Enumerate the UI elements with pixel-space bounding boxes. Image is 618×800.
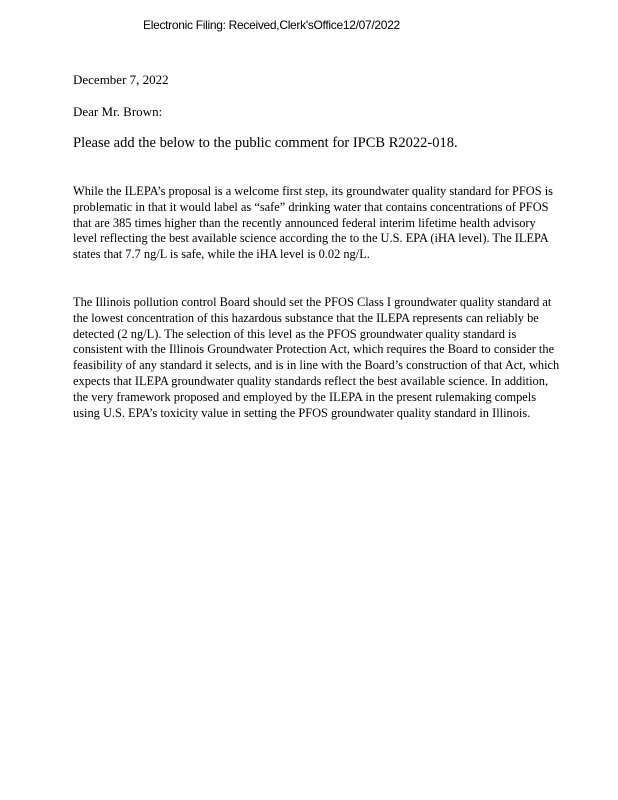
filing-stamp: Electronic Filing: Received,Clerk'sOffice12/07/2022 xyxy=(143,18,400,32)
paragraph-1: While the ILEPA’s proposal is a welcome first step, its groundwater quality standard for PFOS is problematic in that it would label as “safe” drinking water that contains concentrations of PFOS that are 385 times higher than the recently announced federal interim lifetime health advisory level reflecting the best available science according the to the U.S. EPA (iHA level). The ILEPA states that 7.7 ng/L is safe, while the iHA level is 0.02 ng/L. xyxy=(73,184,553,262)
salutation: Dear Mr. Brown: xyxy=(73,104,163,119)
comment-request: Please add the below to the public comment for IPCB R2022-018. xyxy=(73,135,458,151)
paragraph-2: The Illinois pollution control Board should set the PFOS Class I groundwater quality standard at the lowest concentration of this hazardous substance that the ILEPA represents can reliably be detected (2 ng/L). The selection of this level as the PFOS groundwater quality standard is consistent with the Illinois Groundwater Protection Act, which requires the Board to consider the feasibility of any standard it selects, and is in line with the Board’s construction of that Act, which expects that ILEPA groundwater quality standards reflect the best available science. In addition, the very framework proposed and employed by the ILEPA in the present rulemaking compels using U.S. EPA’s toxicity value in setting the PFOS groundwater quality standard in Illinois. xyxy=(73,295,560,420)
letter-date: December 7, 2022 xyxy=(73,72,169,87)
